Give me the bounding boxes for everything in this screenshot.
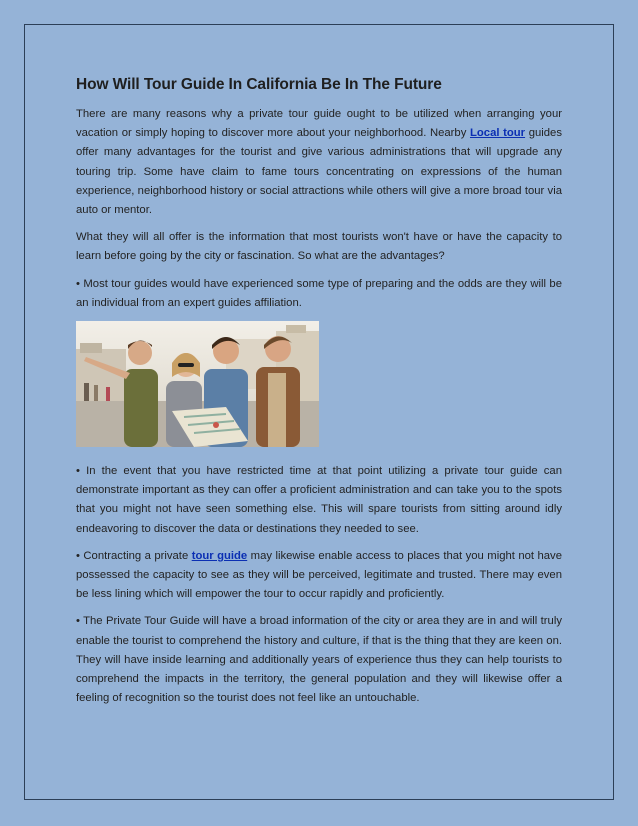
paragraph-intro-text-2: guides offer many advantages for the tourist and give various administrations that will upgrade any touring trip. Some have claim to fame tours concentrating on expressions of the human experience, neighborhood history or social attractions while others will give a more broad tour via auto or mentor. <box>76 127 562 217</box>
article-title: How Will Tour Guide In California Be In The Future <box>76 76 442 93</box>
tour-guide-link[interactable]: tour guide <box>191 549 248 562</box>
bullet-access-text-1: • Contracting a private <box>76 549 192 562</box>
bullet-training: • Most tour guides would have experienced some type of preparing and the odds are they will be an individual from an expert guides affiliation. <box>76 277 562 309</box>
paragraph-advantages: What they will all offer is the information that most tourists won't have or have the capacity to learn before going by the city or fascination. So what are the advantages? <box>76 231 562 263</box>
bullet-access-text-2: may likewise enable access to places that you might not have possessed the capacity to see as they will be perceived, legitimate and trusted. There may even be less lining which will empower the tour to occur rapidly and proficiently. <box>76 549 562 601</box>
tourists-photo <box>76 321 319 447</box>
paragraph-intro <box>76 105 562 220</box>
bullet-knowledge: • The Private Tour Guide will have a broad information of the city or area they are in and will truly enable the tourist to comprehend the history and culture, if that is the thing that they are keen on. They will have inside learning and additionally years of experience thus they can help tourists to comprehend the impacts in the territory, the general population and they will likewise offer a feeling of recognition so the tourist does not feel like an untouchable. <box>76 615 562 705</box>
local-tour-link[interactable]: Local tour <box>469 127 526 140</box>
bullet-access <box>76 547 562 605</box>
paragraph-intro-text-1: There are many reasons why a private tour guide ought to be utilized when arranging your vacation or simply hoping to discover more about your neighborhood. Nearby <box>76 108 562 140</box>
bullet-limited-time: • In the event that you have restricted time at that point utilizing a private tour guide can demonstrate important as they can offer a proficient administration and can take you to the spots that you might not have seen something else. This will spare tourists from sitting around idly endeavoring to discover the data or destinations they needed to see. <box>76 465 562 535</box>
article <box>76 76 562 716</box>
